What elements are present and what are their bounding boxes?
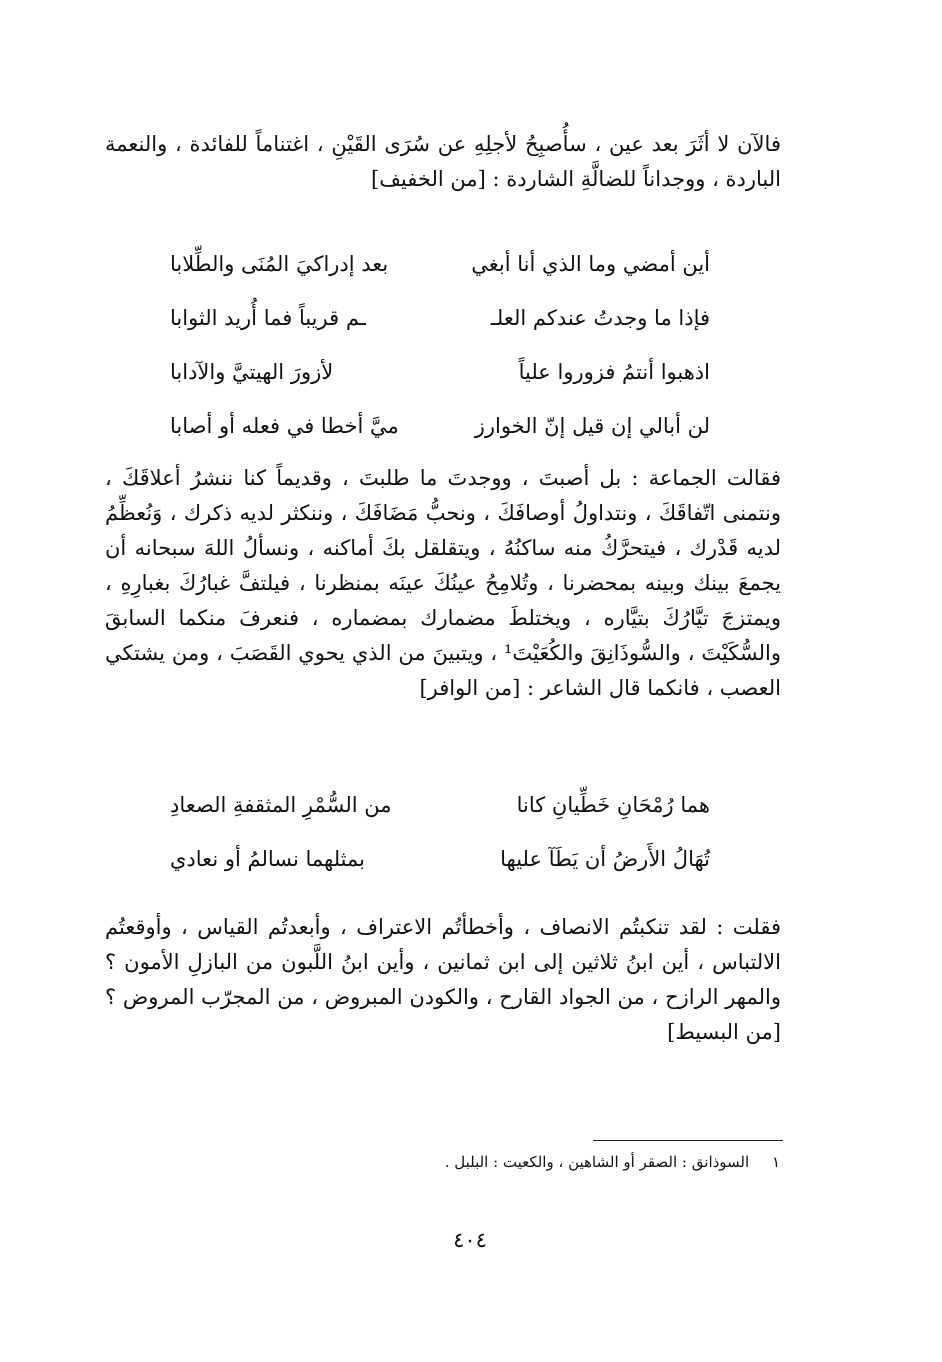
footnote-number: ١ (771, 1153, 780, 1171)
poem-khafif (170, 237, 710, 453)
verse-second-hemistich: بعد إدراكيَ المُنَى والطِّلابا (170, 252, 389, 276)
verse-first-hemistich: هما رُمْحَانِ خَطِّيانِ كانا (516, 793, 710, 817)
verse-second-hemistich: من السُّمْرِ المثقفةِ الصعادِ (170, 793, 392, 817)
footnote-divider (593, 1140, 783, 1141)
verse-line (170, 237, 710, 291)
page-number: ٤٠٤ (453, 1228, 487, 1252)
paragraph-group-reply: فقالت الجماعة : بل أصبتَ ، ووجدتَ ما طلبتَ ، وقديماً كنا ننشرُ أعلاقَكَ ، ونتمنى اتّفاقَكَ ، ونتداولُ أوصافَكَ ، ونحبُّ مَضَافَكَ ، وننكثر لديه ذكرك ، وَنُعظِّمُ لديه قَدْرك ، فيتحرَّكُ منه ساكنُهُ ، ويتقلقل بكَ أماكنه ، ونسألُ اللهَ سبحانه أن يجمعَ بينك وبينه بمحضرنا ، وتُلامِحُ عينُكَ عينَه بمنظرنا ، فيلتفَّ غبارُكَ بغبارِهِ ، ويمتزجَ تيَّارُكَ بتيَّاره ، ويختلطَ مضمارك بمضماره ، فنعرفَ منكما السابقَ والسُّكَيْتَ ، والسُّوذَانِقَ والكُعَيْتَ¹ ، ويتبينَ من الذي يحوي القَصَبَ ، ومن يشتكي العصب ، فانكما قال الشاعر : [من الوافر] (105, 466, 781, 700)
verse-line (170, 291, 710, 345)
verse-first-hemistich: لن أبالي إن قيل إنّ الخوارز (474, 414, 710, 438)
verse-second-hemistich: بمثلهما نسالمُ أو نعادي (170, 847, 366, 871)
paragraph-intro: فالآن لا أثَرَ بعد عين ، سأُصبِحُ لأجلِهِ عن سُرَى القَيْنِ ، اغتناماً للفائدة ، والنعمة الباردة ، ووجداناً للضالَّةِ الشاردة : [من الخفيف] (105, 132, 781, 191)
paragraph-narrator-reply: فقلت : لقد تنكبتُم الانصاف ، وأخطأتُم الاعتراف ، وأبعدتُم القياس ، وأوقعتُم الالتباس ، أين ابنُ ثلاثين إلى ابن ثمانين ، وأين ابنُ اللَّبون من البازلِ الأمون ؟ والمهر الرازح ، من الجواد القارح ، والكودن المبروض ، من المجرّب المروض ؟ [من البسيط] (105, 915, 781, 1044)
verse-second-hemistich: ـم قريباً فما أُريد الثوابا (170, 306, 366, 330)
verse-line (170, 778, 710, 832)
verse-line (170, 399, 710, 453)
poem-wafir (170, 778, 710, 886)
verse-second-hemistich: لأزورَ الهيتيَّ والآدابا (170, 360, 334, 384)
verse-first-hemistich: تُهَالُ الأَرضُ أن يَطَآ عليها (500, 847, 710, 871)
verse-first-hemistich: اذهبوا أنتمُ فزوروا علياً (518, 360, 710, 384)
footnote (380, 1153, 780, 1171)
verse-line (170, 345, 710, 399)
verse-first-hemistich: فإذا ما وجدتُ عندكم العلـ (490, 306, 710, 330)
verse-second-hemistich: ميَّ أخطا في فعله أو أصابا (170, 414, 399, 438)
verse-first-hemistich: أين أمضي وما الذي أنا أبغي (471, 252, 710, 276)
verse-line (170, 832, 710, 886)
footnote-text: السوذانق : الصقر أو الشاهين ، والكعيت : البلبل . (444, 1153, 750, 1171)
